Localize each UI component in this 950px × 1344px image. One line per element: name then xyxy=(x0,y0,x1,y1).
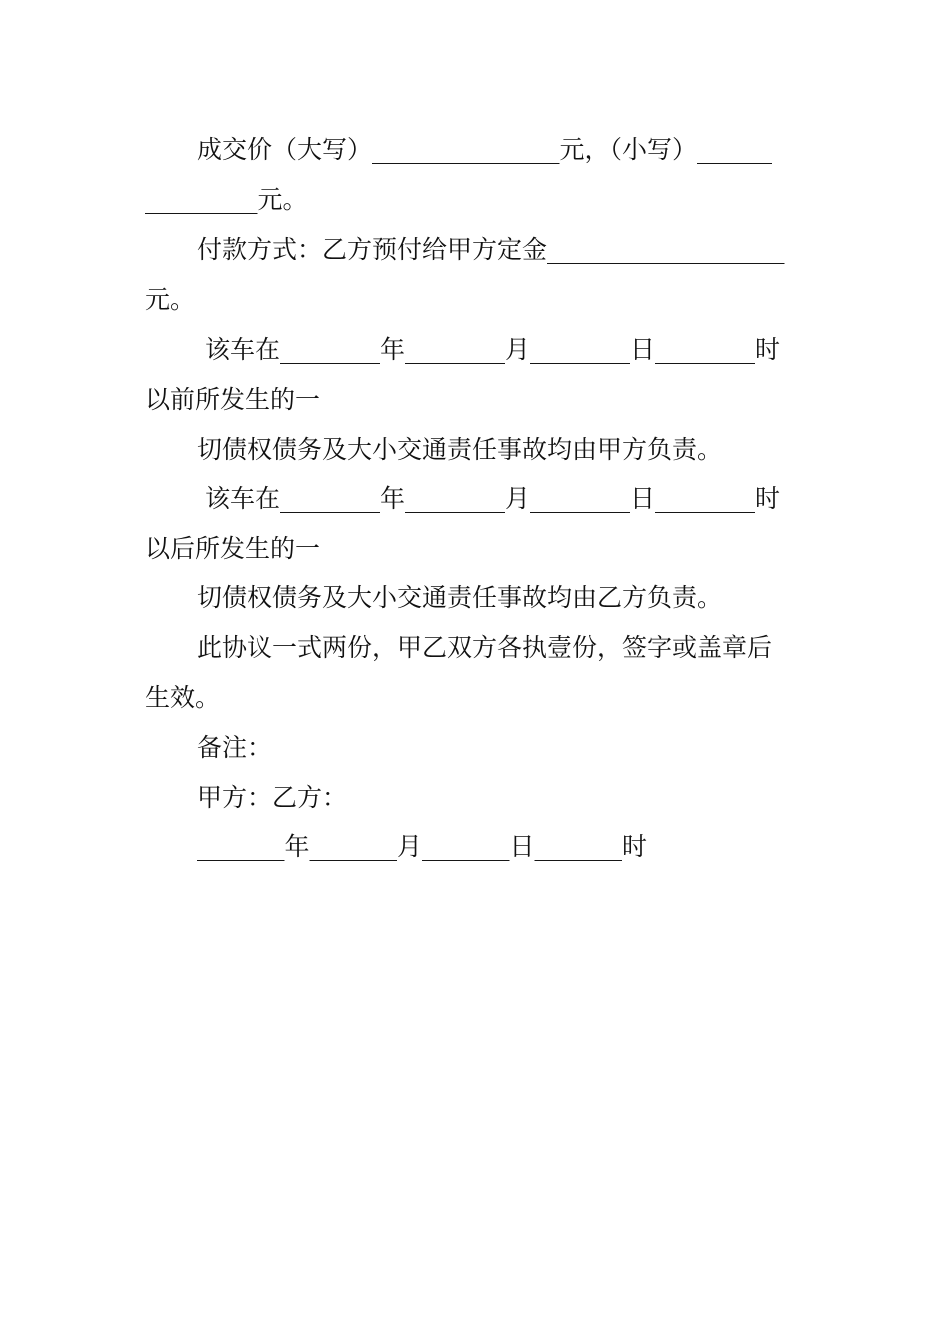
before-line-2: 以前所发生的一 xyxy=(145,385,321,414)
before-line-3: 切债权债务及大小交通责任事故均由甲方负责。 xyxy=(197,435,723,464)
payment-line-1: 付款方式：乙方预付给甲方定金___________________ xyxy=(197,235,785,264)
copies-line-1: 此协议一式两份，甲乙双方各执壹份，签字或盖章后 xyxy=(197,633,773,662)
parties-label: 甲方：乙方： xyxy=(197,783,348,812)
price-line-1: 成交价（大写）_______________元，（小写）______ xyxy=(197,135,773,164)
payment-line-2: 元。 xyxy=(145,285,196,314)
before-line-1: 该车在________年________月________日________时 xyxy=(205,335,781,364)
price-line-2: _________元。 xyxy=(145,185,308,214)
after-line-2: 以后所发生的一 xyxy=(145,534,321,563)
after-line-3: 切债权债务及大小交通责任事故均由乙方负责。 xyxy=(197,583,723,612)
after-line-1: 该车在________年________月________日________时 xyxy=(205,484,781,513)
signing-date-line: _______年_______月_______日_______时 xyxy=(197,832,648,861)
remarks-label: 备注： xyxy=(197,733,273,762)
copies-line-2: 生效。 xyxy=(145,683,221,712)
